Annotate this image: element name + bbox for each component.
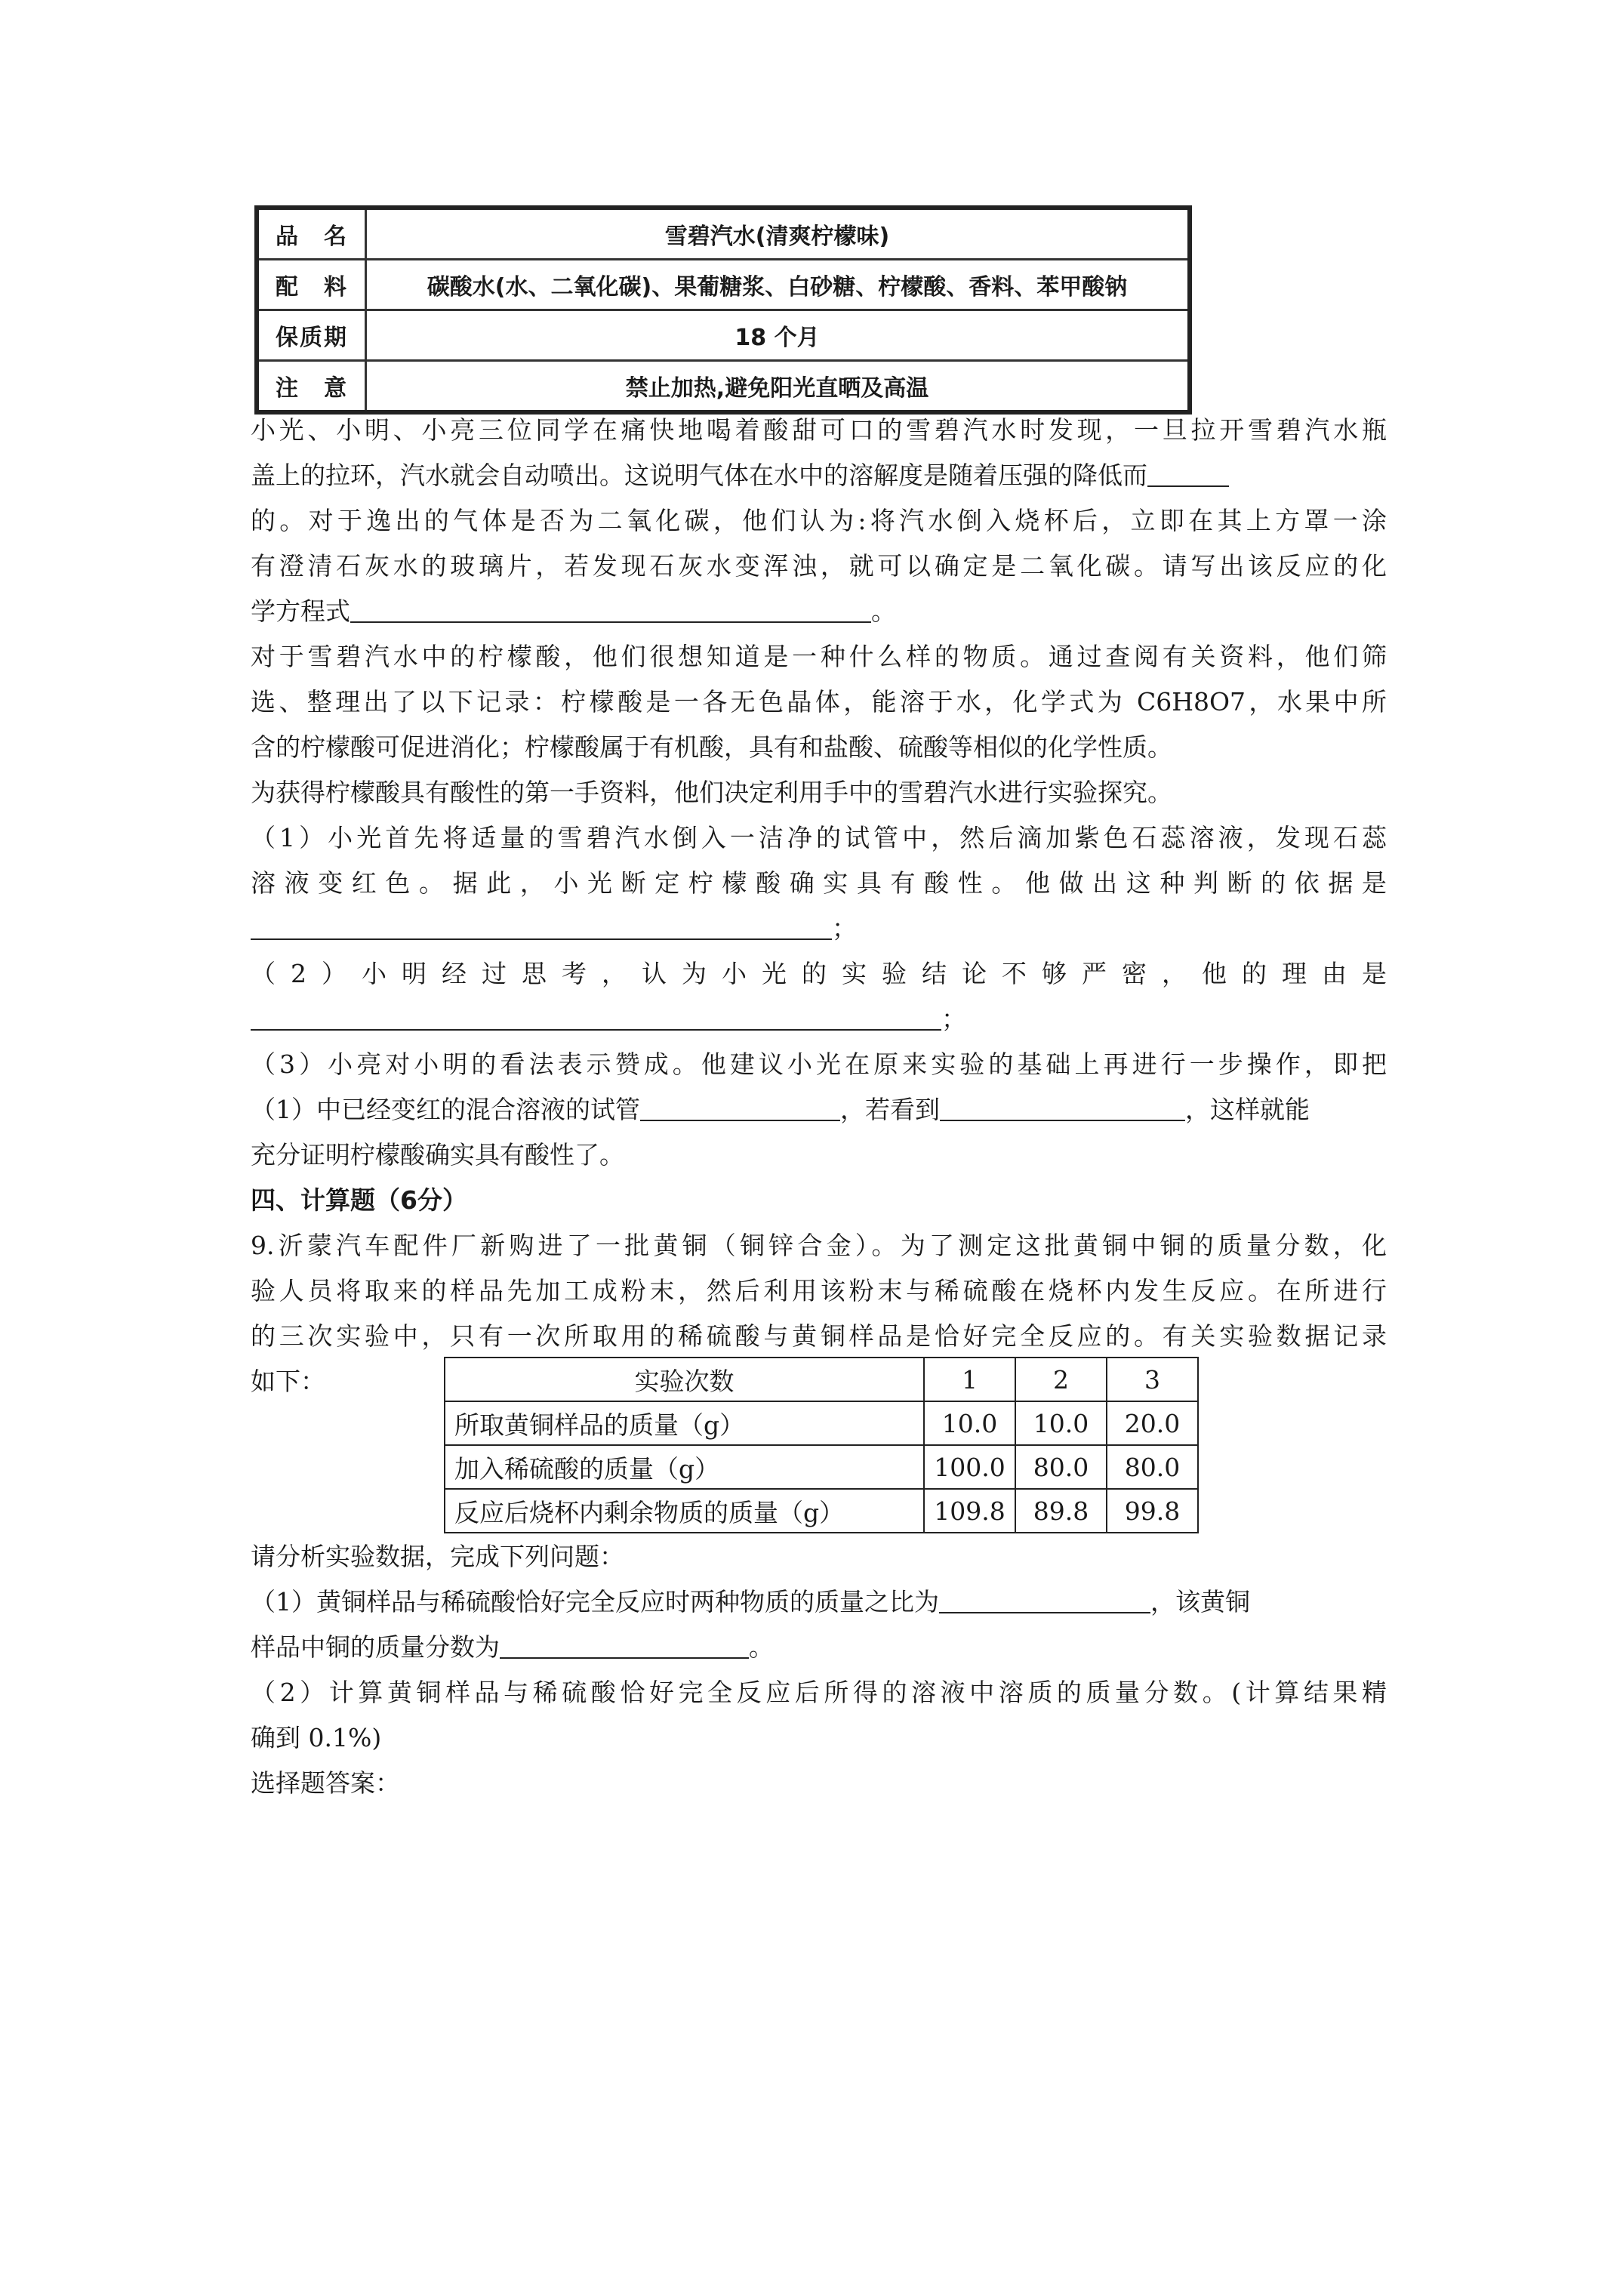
table-cell: 109.8 (924, 1489, 1015, 1533)
table-header-row (445, 1358, 1198, 1401)
answer-blank[interactable] (640, 1093, 840, 1121)
answer-blank[interactable] (500, 1630, 749, 1659)
text-span: ； (832, 914, 857, 943)
text-line: 溶液变红色。据此，小光断定柠檬酸确实具有酸性。他做出这种判断的依据是 (251, 868, 1387, 898)
label-key: 配 料 (257, 260, 366, 310)
text-line: 充分证明柠檬酸确实具有酸性了。 (251, 1140, 624, 1170)
text-line: 小光、小明、小亮三位同学在痛快地喝着酸甜可口的雪碧汽水时发现，一旦拉开雪碧汽水瓶 (251, 415, 1387, 445)
text-line: 如下： (251, 1367, 325, 1396)
answer-blank[interactable] (350, 594, 871, 623)
table-row (445, 1489, 1198, 1533)
section-heading: 四、计算题（6分） (251, 1185, 467, 1215)
text-line: 的。对于逸出的气体是否为二氧化碳，他们认为:将汽水倒入烧杯后，立即在其上方罩一涂 (251, 506, 1387, 535)
text-line: （3）小亮对小明的看法表示赞成。他建议小光在原来实验的基础上再进行一步操作，即把 (251, 1049, 1387, 1079)
text-span: （1）黄铜样品与稀硫酸恰好完全反应时两种物质的质量之比为 (251, 1587, 939, 1616)
table-cell: 10.0 (924, 1401, 1015, 1445)
text-line: 9.沂蒙汽车配件厂新购进了一批黄铜（铜锌合金）。为了测定这批黄铜中铜的质量分数，化 (251, 1231, 1387, 1260)
text-line: 验人员将取来的样品先加工成粉末，然后利用该粉末与稀硫酸在烧杯内发生反应。在所进行 (251, 1276, 1387, 1305)
text-line (251, 1625, 1387, 1670)
answer-blank[interactable] (251, 1002, 941, 1031)
table-cell: 反应后烧杯内剩余物质的质量（g） (445, 1489, 924, 1533)
text-line: 请分析实验数据，完成下列问题： (251, 1542, 624, 1571)
text-span: （1）中已经变红的混合溶液的试管 (251, 1095, 640, 1124)
text-span: 盖上的拉环，汽水就会自动喷出。这说明气体在水中的溶解度是随着压强的降低而 (251, 461, 1147, 490)
table-header-cell: 3 (1107, 1358, 1198, 1401)
text-line (251, 1087, 1387, 1133)
table-header-cell: 1 (924, 1358, 1015, 1401)
text-line: 选择题答案： (251, 1768, 400, 1798)
text-span: 学方程式 (251, 596, 350, 626)
answer-blank[interactable] (939, 1585, 1150, 1613)
text-line: 的三次实验中，只有一次所取用的稀硫酸与黄铜样品是恰好完全反应的。有关实验数据记录 (251, 1321, 1387, 1351)
table-cell: 20.0 (1107, 1401, 1198, 1445)
text-line (251, 1579, 1387, 1625)
table-cell: 加入稀硫酸的质量（g） (445, 1445, 924, 1489)
text-span: ； (941, 1004, 966, 1034)
label-value: 碳酸水(水、二氧化碳)、果葡糖浆、白砂糖、柠檬酸、香料、苯甲酸钠 (366, 260, 1190, 310)
answer-blank[interactable] (251, 911, 832, 940)
label-key: 注 意 (257, 361, 366, 413)
label-value: 雪碧汽水(清爽柠檬味) (366, 208, 1190, 260)
text-line: 对于雪碧汽水中的柠檬酸，他们很想知道是一种什么样的物质。通过查阅有关资料，他们筛 (251, 642, 1387, 671)
table-row (445, 1401, 1198, 1445)
text-span: ，这样就能 (1185, 1095, 1310, 1124)
label-row (257, 310, 1190, 361)
label-row (257, 361, 1190, 413)
table-cell: 99.8 (1107, 1489, 1198, 1533)
body-text-lower (251, 1534, 1387, 1806)
text-span: 样品中铜的质量分数为 (251, 1632, 500, 1662)
label-row (257, 260, 1190, 310)
text-line (251, 453, 1387, 498)
product-label-table (254, 205, 1192, 415)
text-span: 。 (749, 1632, 774, 1662)
text-line (251, 997, 1387, 1042)
body-text-upper (251, 408, 1387, 1404)
table-cell: 80.0 (1015, 1445, 1107, 1489)
table-row (445, 1445, 1198, 1489)
answer-blank[interactable] (1147, 458, 1229, 487)
table-cell: 89.8 (1015, 1489, 1107, 1533)
experiment-data-table (444, 1357, 1199, 1533)
label-key: 品 名 (257, 208, 366, 260)
text-line: 确到 0.1%) (251, 1723, 382, 1752)
text-line: 选、整理出了以下记录：柠檬酸是一各无色晶体，能溶于水，化学式为 C6H8O7，水果中所 (251, 687, 1387, 717)
text-line: （1）小光首先将适量的雪碧汽水倒入一洁净的试管中，然后滴加紫色石蕊溶液，发现石蕊 (251, 823, 1387, 852)
label-key: 保质期 (257, 310, 366, 361)
table-header-cell: 实验次数 (445, 1358, 924, 1401)
text-span: 。 (871, 596, 896, 626)
table-cell: 100.0 (924, 1445, 1015, 1489)
table-cell: 所取黄铜样品的质量（g） (445, 1401, 924, 1445)
text-line (251, 589, 1387, 634)
label-value: 18 个月 (366, 310, 1190, 361)
table-header-cell: 2 (1015, 1358, 1107, 1401)
text-line: （2）小明经过思考，认为小光的实验结论不够严密，他的理由是 (251, 959, 1387, 988)
text-line: 为获得柠檬酸具有酸性的第一手资料，他们决定利用手中的雪碧汽水进行实验探究。 (251, 778, 1172, 807)
text-line (251, 906, 1387, 951)
text-line: 有澄清石灰水的玻璃片，若发现石灰水变浑浊，就可以确定是二氧化碳。请写出该反应的化 (251, 551, 1387, 581)
text-span: ，若看到 (840, 1095, 940, 1124)
table-cell: 80.0 (1107, 1445, 1198, 1489)
text-line: 含的柠檬酸可促进消化；柠檬酸属于有机酸，具有和盐酸、硫酸等相似的化学性质。 (251, 732, 1172, 762)
answer-blank[interactable] (940, 1093, 1185, 1121)
table-cell: 10.0 (1015, 1401, 1107, 1445)
text-span: ，该黄铜 (1150, 1587, 1250, 1616)
label-row (257, 208, 1190, 260)
label-value: 禁止加热,避免阳光直晒及高温 (366, 361, 1190, 413)
text-line: （2）计算黄铜样品与稀硫酸恰好完全反应后所得的溶液中溶质的质量分数。(计算结果精 (251, 1678, 1387, 1707)
